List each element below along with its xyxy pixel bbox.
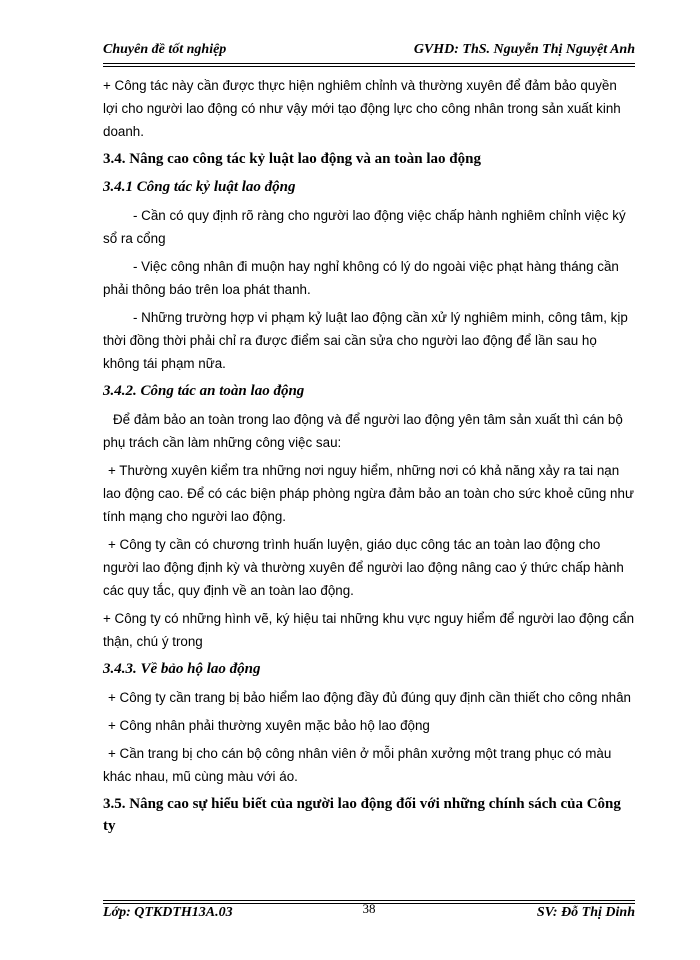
paragraph-uniforms: + Cần trang bị cho cán bộ công nhân viên ở mỗi phân xưởng một trang phục có màu khác nhau, mũ cùng màu với áo.	[103, 746, 612, 784]
footer-student: SV: Đỗ Thị Dinh	[536, 905, 635, 920]
page-number: 38	[362, 901, 376, 916]
page-header	[103, 40, 635, 62]
section-heading-3-4: 3.4. Nâng cao công tác kỷ luật lao động và an toàn lao động	[103, 151, 481, 167]
paragraph-safety-inspection: + Thường xuyên kiểm tra những nơi nguy hiểm, những nơi có khả năng xảy ra tai nạn lao động cao. Để có các biện pháp phòng ngừa đảm bảo an toàn cho sức khoẻ cũng như tính mạng cho người lao động.	[103, 463, 634, 524]
paragraph-work-regularity: + Công tác này cần được thực hiện nghiêm chỉnh và thường xuyên để đảm bảo quyền lợi cho người lao động có như vậy mới tạo động lực cho công nhân trong sản xuất kinh doanh.	[103, 78, 621, 139]
page-footer	[103, 903, 635, 923]
paragraph-safety-intro: Để đảm bảo an toàn trong lao động và để người lao động yên tâm sản xuất thì cán bộ phụ trách cần làm những công việc sau:	[103, 412, 623, 450]
paragraph-safety-signs: + Công ty có những hình vẽ, ký hiệu tai những khu vực nguy hiểm để người lao động cẩn thận, chú ý trong	[103, 611, 635, 649]
header-divider	[103, 63, 635, 67]
paragraph-violations: - Những trường hợp vi phạm kỷ luật lao động cần xử lý nghiêm minh, công tâm, kịp thời đồng thời phải chỉ ra được điểm sai cần sửa cho người lao động để lần sau họ không tái phạm nữa.	[103, 310, 628, 371]
header-title: Chuyên đề tốt nghiệp	[103, 42, 227, 57]
header-advisor: GVHD: ThS. Nguyễn Thị Nguyệt Anh	[413, 42, 635, 57]
subsection-heading-3-4-3: 3.4.3. Về bảo hộ lao động	[103, 661, 261, 677]
paragraph-insurance: + Công ty cần trang bị bảo hiểm lao động đầy đủ đúng quy định cần thiết cho công nhân	[108, 690, 631, 705]
paragraph-sign-book: - Cần có quy định rõ ràng cho người lao động việc chấp hành nghiêm chỉnh việc ký sổ ra cổng	[103, 208, 626, 246]
footer-class: Lớp: QTKDTH13A.03	[103, 905, 233, 920]
paragraph-safety-training: + Công ty cần có chương trình huấn luyện, giáo dục công tác an toàn lao động cho người lao động định kỳ và thường xuyên để người lao động nâng cao ý thức chấp hành các quy tắc, quy định về an toàn lao động.	[103, 537, 624, 598]
subsection-heading-3-4-1: 3.4.1 Công tác kỷ luật lao động	[103, 179, 296, 195]
paragraph-late-absence: - Việc công nhân đi muộn hay nghỉ không có lý do ngoài việc phạt hàng tháng cần phải thông báo trên loa phát thanh.	[103, 259, 619, 297]
page-content	[103, 74, 635, 843]
subsection-heading-3-4-2: 3.4.2. Công tác an toàn lao động	[103, 383, 305, 399]
paragraph-protective-wear: + Công nhân phải thường xuyên mặc bảo hộ lao động	[108, 718, 430, 733]
section-heading-3-5: 3.5. Nâng cao sự hiểu biết của người lao động đối với những chính sách của Công ty	[103, 796, 621, 834]
